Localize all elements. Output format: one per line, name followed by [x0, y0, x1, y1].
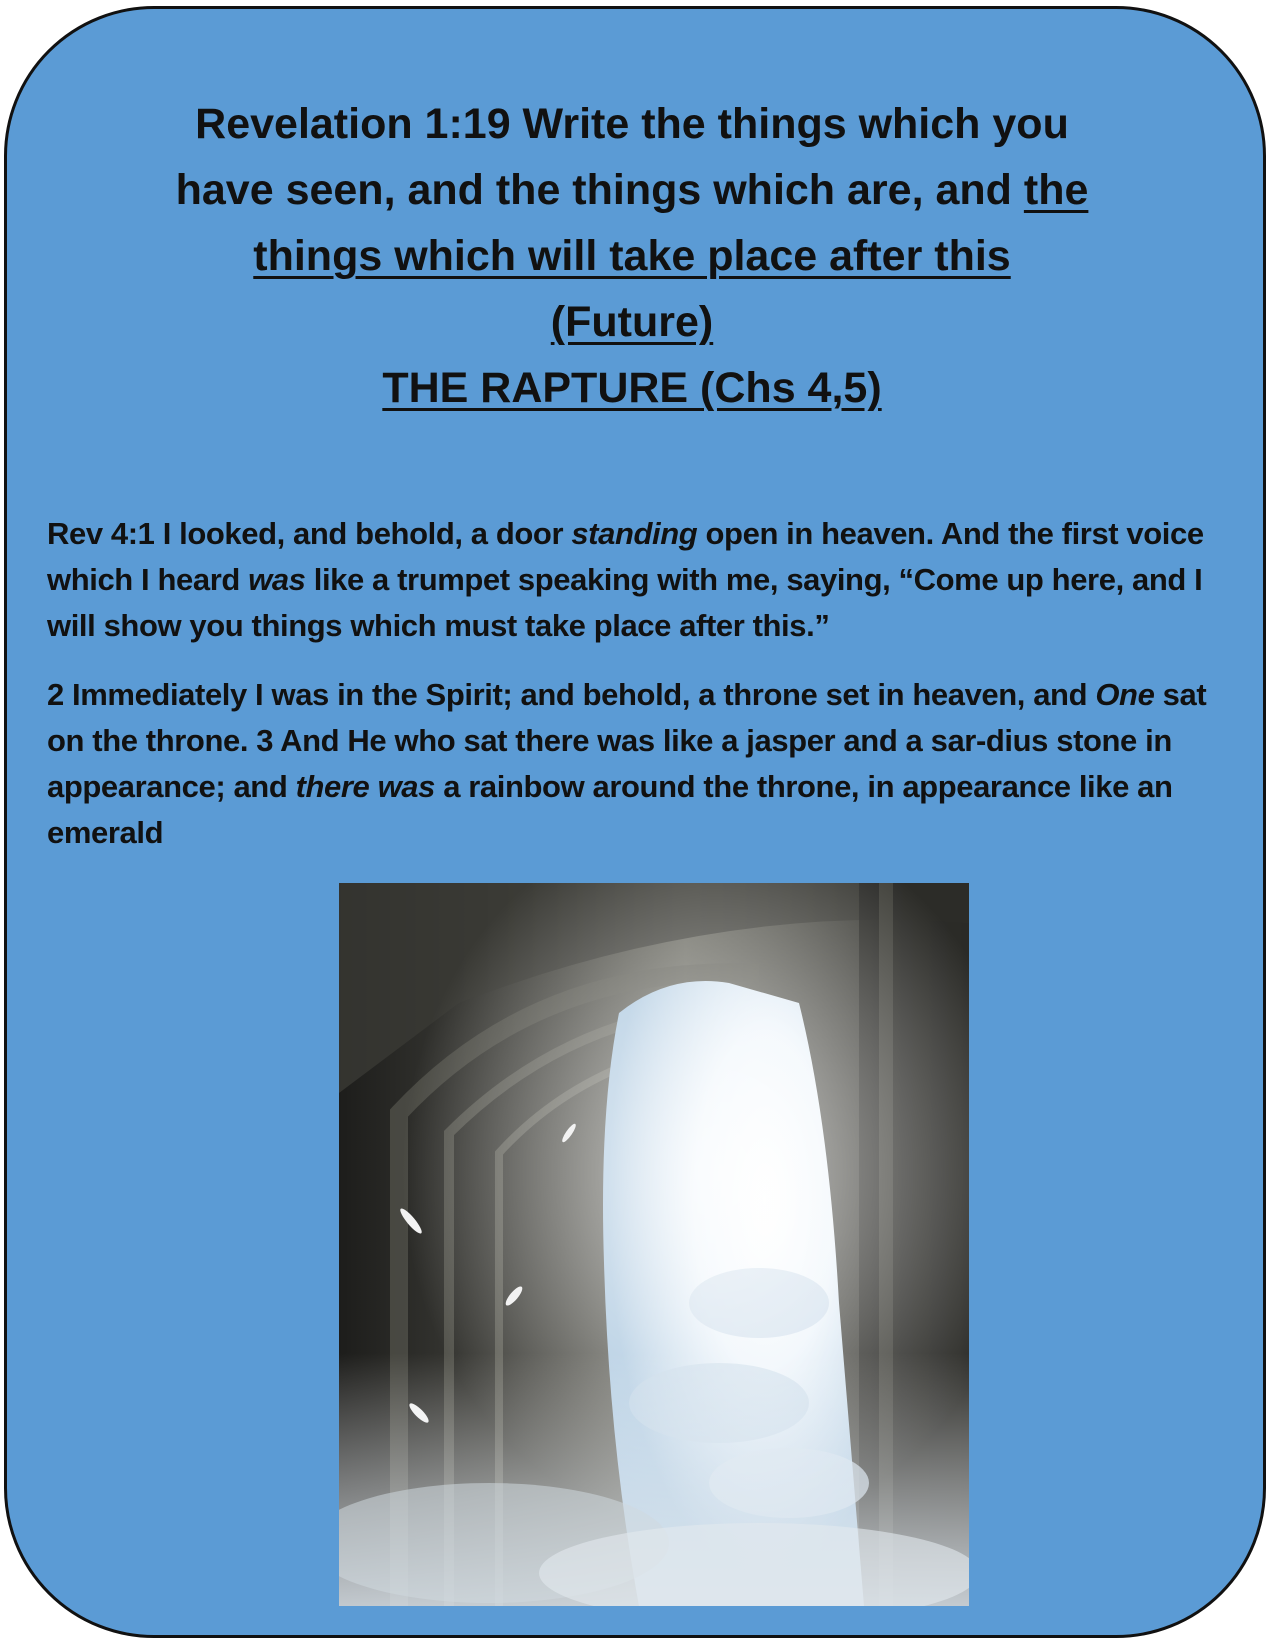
- page-card: [4, 6, 1266, 1638]
- p1-text-3: like a trumpet speaking with me, saying, “Come up here, and I will show you things which must take place after this.”: [47, 562, 1203, 643]
- heading-future-label: (Future): [550, 298, 714, 346]
- p1-text-1: Rev 4:1 I looked, and behold, a door: [47, 516, 572, 551]
- heading-rapture-title: THE RAPTURE (Chs 4,5): [382, 364, 882, 412]
- p1-italic-2: was: [248, 562, 306, 597]
- open-door-image: [339, 883, 969, 1606]
- p1-italic-1: standing: [571, 516, 698, 551]
- heading-line-3: things which will take place after this: [253, 232, 1011, 280]
- heading-line-1: Revelation 1:19 Write the things which you: [195, 100, 1069, 148]
- scripture-paragraph-1: [47, 511, 1237, 649]
- heading-line-2: have seen, and the things which are, and: [175, 166, 1024, 214]
- page-heading: [87, 91, 1177, 421]
- p2-text-2: sat on the throne. 3 And He who sat there was like a jasper and a sar-dius stone in appearance; and: [47, 677, 1207, 804]
- p2-italic-1: One: [1095, 677, 1155, 712]
- scripture-paragraph-2: [47, 672, 1237, 856]
- p2-text-3: a rainbow around the throne, in appearance like an emerald: [47, 769, 1173, 850]
- p1-text-2: open in heaven. And the first voice which I heard: [47, 516, 1204, 597]
- heavenly-door-illustration: [339, 883, 969, 1606]
- heading-line-2-underlined: the: [1023, 166, 1089, 214]
- p2-text-1: 2 Immediately I was in the Spirit; and behold, a throne set in heaven, and: [47, 677, 1096, 712]
- scripture-body: [47, 511, 1237, 879]
- p2-italic-2: there was: [295, 769, 435, 804]
